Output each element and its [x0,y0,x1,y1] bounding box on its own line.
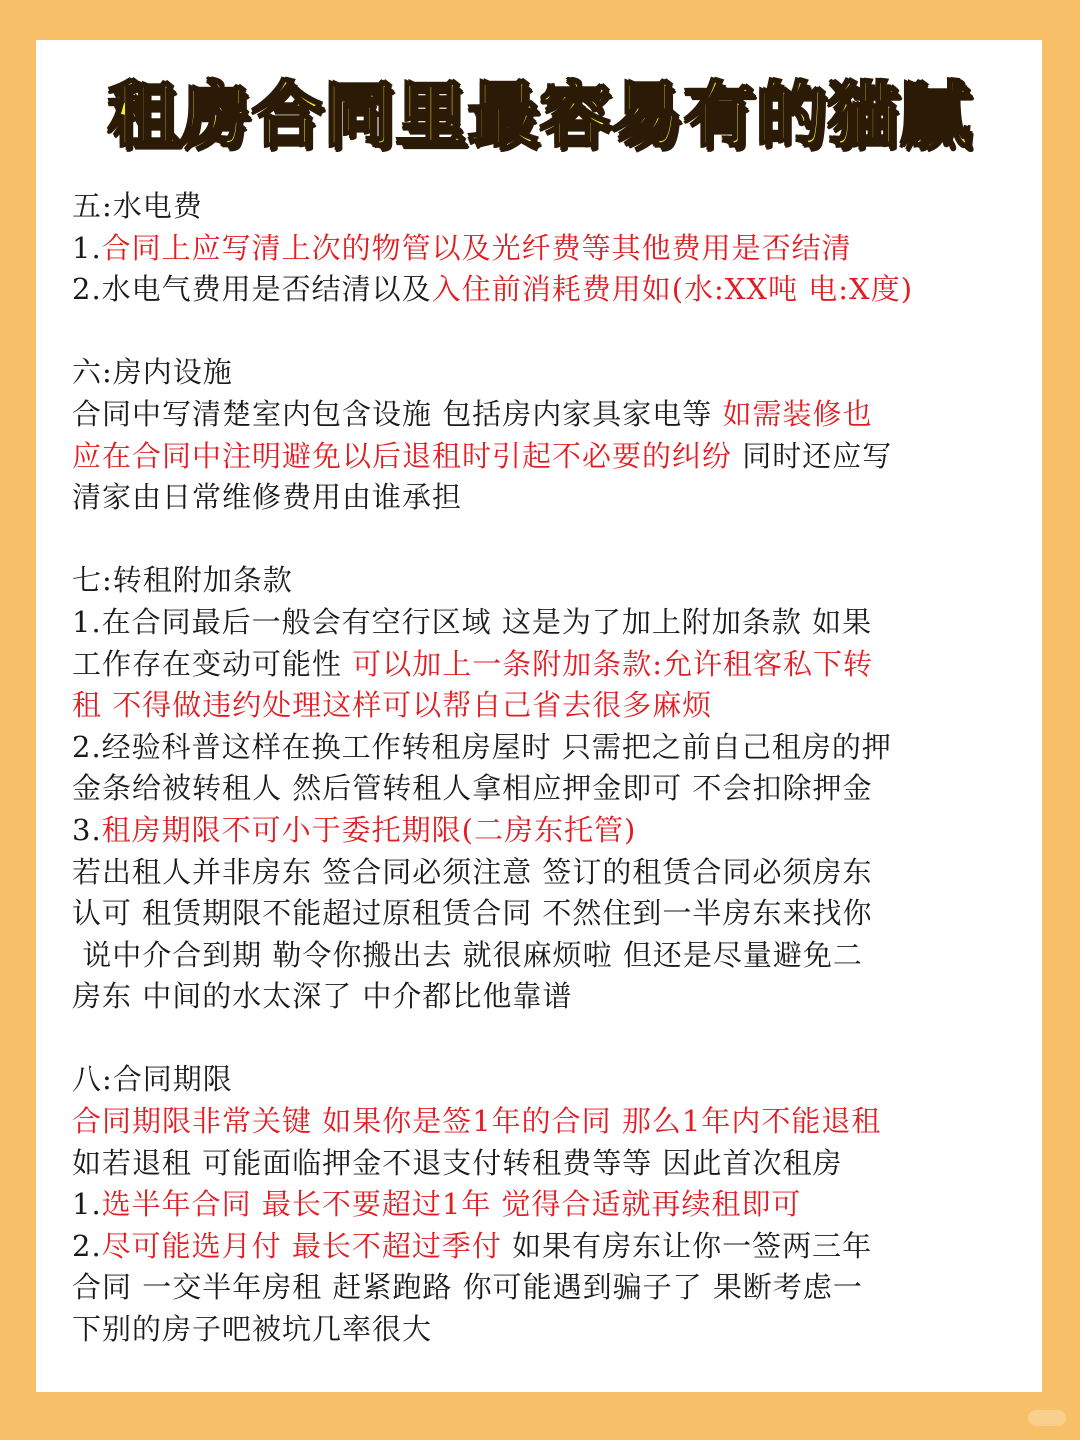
body-text: 同时还应写 [732,438,893,473]
highlight-text: 尽可能选月付 最长不超过季付 [101,1228,502,1263]
paragraph-line: 说中介合到期 勒令你搬出去 就很麻烦啦 但还是尽量避免二 [72,937,863,972]
watermark [1028,1410,1066,1426]
section-utilities [72,186,1038,311]
paragraph-line [72,394,1038,436]
highlight-text: 选半年合同 最长不要超过1年 觉得合适就再续租即可 [101,1187,802,1222]
page-title: 租房合同里最容易有的猫腻 [108,73,972,156]
paragraph-line: 合同 一交半年房租 赶紧跑路 你可能遇到骗子了 果断考虑一 [72,1270,863,1305]
highlight-text: 应在合同中注明避免以后退租时引起不必要的纠纷 [72,438,733,473]
item-number: 1. [72,230,102,265]
paragraph-line: 合同期限非常关键 如果你是签1年的合同 那么1年内不能退租 [72,1104,882,1139]
item-number: 2. [72,1228,102,1263]
section-sublet-clause [72,560,1038,1018]
item-number: 2. [72,272,102,307]
paragraph-line: 若出租人并非房东 签合同必须注意 签订的租赁合同必须房东 [72,854,873,889]
section-facilities [72,352,1038,518]
list-item [72,1226,1038,1268]
paragraph-line: 房东 中间的水太深了 中介都比他靠谱 [72,979,573,1014]
list-item [72,1184,1038,1226]
paragraph-line: 租 不得做违约处理这样可以帮自己省去很多麻烦 [72,688,713,723]
section-heading: 八:合同期限 [72,1062,233,1097]
paragraph-line: 清家由日常维修费用由谁承担 [72,480,463,515]
highlight-text: 租房期限不可小于委托期限(二房东托管) [101,812,637,847]
body-text: 合同中写清楚室内包含设施 包括房内家具家电等 [72,396,723,431]
section-contract-term [72,1059,1038,1350]
paragraph-line: 1.在合同最后一般会有空行区域 这是为了加上附加条款 如果 [72,604,873,639]
body-text: 如果有房东让你一签两三年 [501,1228,873,1263]
body-text: 工作存在变动可能性 [72,646,353,681]
paragraph-line: 金条给被转租人 然后管转租人拿相应押金即可 不会扣除押金 [72,771,873,806]
item-number: 3. [72,812,102,847]
highlight-text: 如需装修也 [722,396,873,431]
highlight-text: 合同上应写清上次的物管以及光纤费等其他费用是否结清 [101,230,852,265]
body-text: 水电气费用是否结清以及 [101,272,432,307]
paragraph-line: 认可 租赁期限不能超过原租赁合同 不然住到一半房东来找你 [72,896,873,931]
section-heading: 六:房内设施 [72,355,233,390]
list-item [72,810,1038,852]
item-number: 1. [72,1187,102,1222]
article-body [72,186,1038,1351]
paragraph-line [72,436,1038,478]
paragraph-line [72,644,1038,686]
highlight-text: 入住前消耗费用如(水:XX吨 电:X度) [431,272,914,307]
paragraph-line: 如若退租 可能面临押金不退支付转租费等等 因此首次租房 [72,1145,843,1180]
highlight-text: 可以加上一条附加条款:允许租客私下转 [352,646,873,681]
section-heading: 七:转租附加条款 [72,563,293,598]
paragraph-line: 下别的房子吧被坑几率很大 [72,1312,433,1347]
list-item [72,269,1038,311]
paragraph-line: 2.经验科普这样在换工作转租房屋时 只需把之前自己租房的押 [72,729,892,764]
list-item [72,228,1038,270]
section-heading: 五:水电费 [72,189,203,223]
